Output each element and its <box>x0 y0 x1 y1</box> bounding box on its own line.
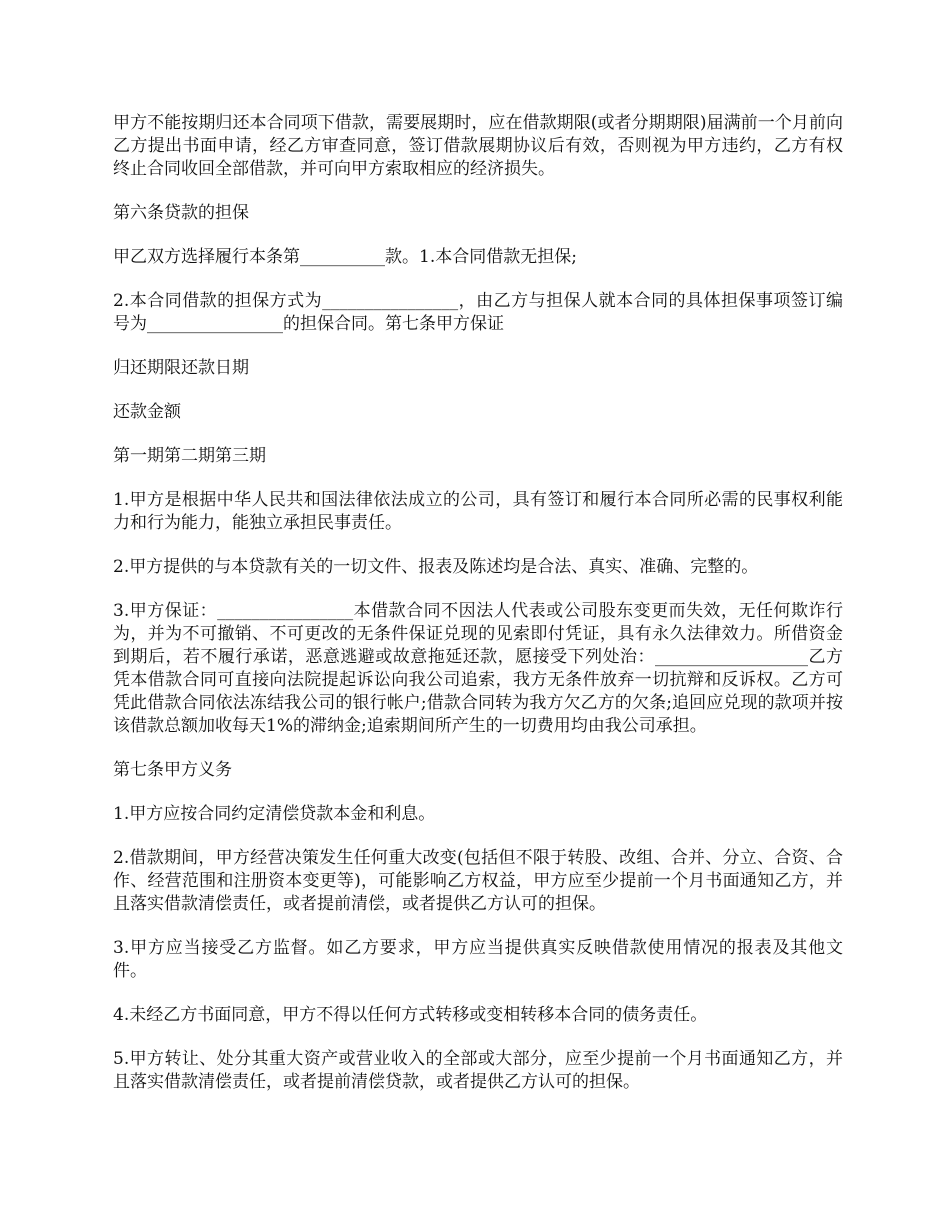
paragraph-warranty-3: 3.甲方保证：________________本借款合同不因法人代表或公司股东变更而失效，无任何欺诈行为，并为不可撤销、不可更改的无条件保证兑现的见索即付凭证，具有永久法律效力。所借资金到期后，若不履行承诺，恶意逃避或故意拖延还款，愿接受下列处治：__________________乙方凭本借款合同可直接向法院提起诉讼向我公司追索，我方无条件放弃一切抗辩和反诉权。乙方可凭此借款合同依法冻结我公司的银行帐户;借款合同转为我方欠乙方的欠条;追回应兑现的款项并按该借款总额加收每天1%的滞纳金;追索期间所产生的一切费用均由我公司承担。 <box>113 601 843 736</box>
paragraph-obligation-5: 5.甲方转让、处分其重大资产或营业收入的全部或大部分，应至少提前一个月书面通知乙方，并且落实借款清偿责任，或者提前清偿贷款，或者提供乙方认可的担保。 <box>113 1049 843 1092</box>
label-repayment-amount: 还款金额 <box>113 402 181 422</box>
label-repayment-period-date: 归还期限还款日期 <box>113 358 249 378</box>
heading-article-6-guarantee: 第六条贷款的担保 <box>113 203 249 223</box>
paragraph-obligation-1: 1.甲方应按合同约定清偿贷款本金和利息。 <box>113 804 436 824</box>
paragraph-choose-clause: 甲乙双方选择履行本条第__________款。1.本合同借款无担保; <box>113 247 577 267</box>
paragraph-extension-request: 甲方不能按期归还本合同项下借款，需要展期时，应在借款期限(或者分期期限)届满前一个月前向乙方提出书面申请，经乙方审查同意，签订借款展期协议后有效，否则视为甲方违约，乙方有权终止合同收回全部借款，并可向甲方索取相应的经济损失。 <box>113 113 843 179</box>
heading-article-7-obligations: 第七条甲方义务 <box>113 760 232 780</box>
paragraph-obligation-4: 4.未经乙方书面同意，甲方不得以任何方式转移或变相转移本合同的债务责任。 <box>113 1005 708 1025</box>
label-installment-periods: 第一期第二期第三期 <box>113 446 266 466</box>
paragraph-obligation-3: 3.甲方应当接受乙方监督。如乙方要求，甲方应当提供真实反映借款使用情况的报表及其他文件。 <box>113 938 843 981</box>
paragraph-warranty-1: 1.甲方是根据中华人民共和国法律依法成立的公司，具有签订和履行本合同所必需的民事权利能力和行为能力，能独立承担民事责任。 <box>113 490 843 533</box>
paragraph-warranty-2: 2.甲方提供的与本贷款有关的一切文件、报表及陈述均是合法、真实、准确、完整的。 <box>113 557 759 577</box>
document-body <box>113 112 843 1115</box>
paragraph-guarantee-method: 2.本合同借款的担保方式为________________，由乙方与担保人就本合同的具体担保事项签订编号为________________的担保合同。第七条甲方保证 <box>113 291 843 334</box>
paragraph-obligation-2: 2.借款期间，甲方经营决策发生任何重大改变(包括但不限于转股、改组、合并、分立、合资、合作、经营范围和注册资本变更等)，可能影响乙方权益，甲方应至少提前一个月书面通知乙方，并且落实借款清偿责任，或者提前清偿，或者提供乙方认可的担保。 <box>113 848 843 914</box>
